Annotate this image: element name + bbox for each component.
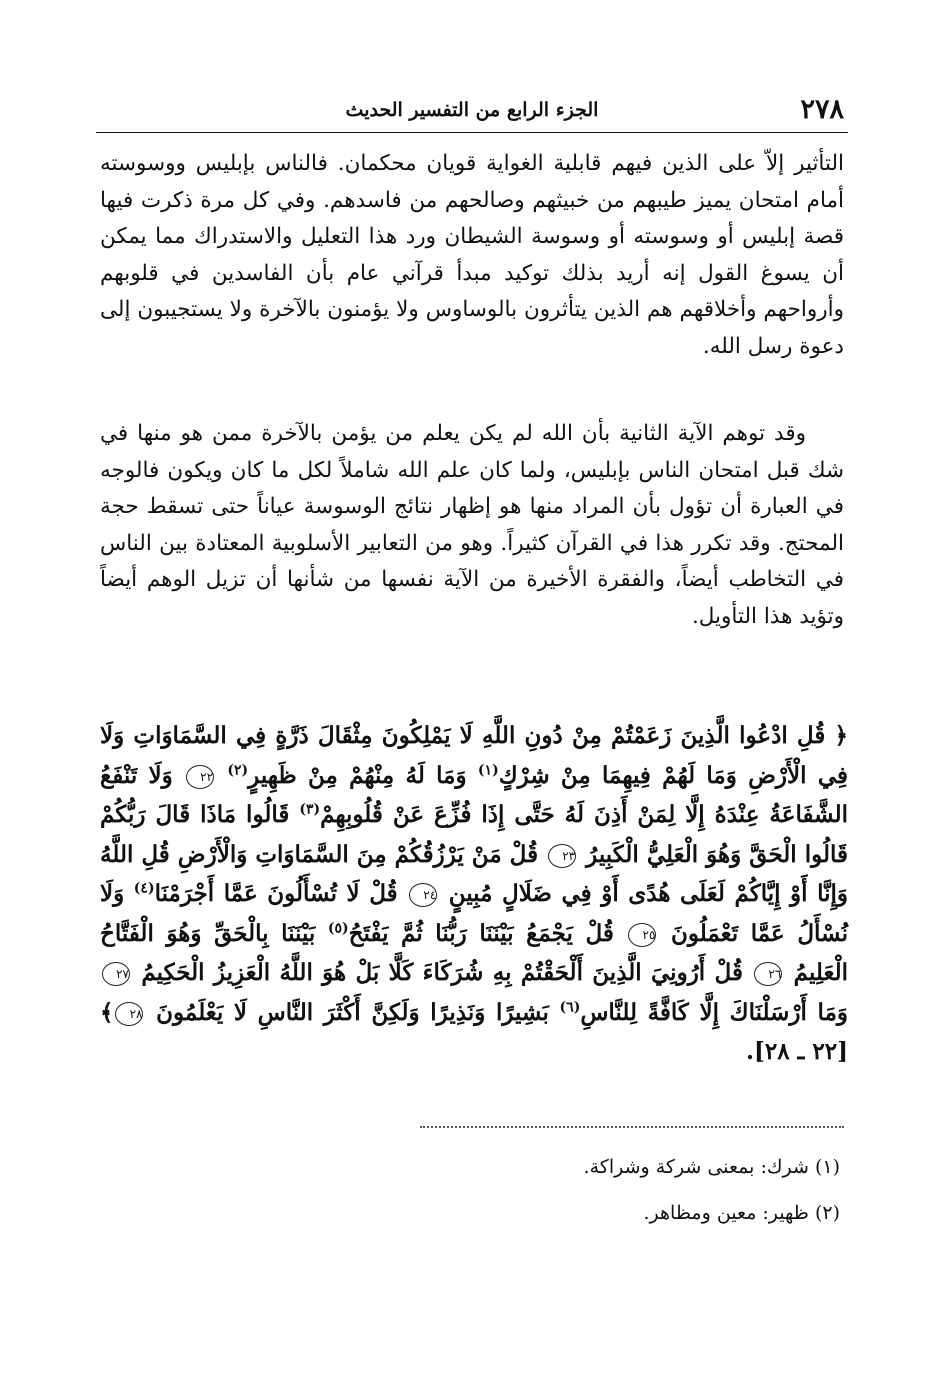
verse-segment: بَشِيرًا وَنَذِيرًا وَلَكِنَّ أَكْثَرَ النَّاسِ لَا يَعْلَمُونَ xyxy=(156,998,549,1026)
paragraph-2: وقد توهم الآية الثانية بأن الله لم يكن يعلم من يؤمن بالآخرة ممن هو منها في شك قبل امتحان الناس بإبليس، ولما كان علم الله شاملاً لكل ما كان ويكون فالوجه في العبارة أن تؤول بأن المراد منها هو إظهار نتائج الوسوسة عياناً حتى تسقط حجة المحتج. وقد تكرر هذا في القرآن كثيراً. وهو من التعابير الأسلوبية المعتادة بين الناس في التخاطب أيضاً، والفقرة الأخيرة من الآية نفسها من شأنها أن تزيل الوهم أيضاً وتؤيد هذا التأويل. xyxy=(100,421,844,629)
verse-open-bracket: ﴿ xyxy=(834,722,848,749)
header-divider xyxy=(96,132,848,133)
ayah-number-marker: ٢٣ xyxy=(548,844,576,868)
verse-segment: بَيْنَنَا بِالْحَقِّ وَهُوَ الْفَتَّاحُ الْعَلِيمُ xyxy=(100,919,848,986)
footnote-ref: (٢) xyxy=(227,761,249,778)
verse-segment: قُلِ ادْعُوا الَّذِينَ زَعَمْتُمْ مِنْ دُونِ اللَّهِ لَا يَمْلِكُونَ مِثْقَالَ ذَرَّةٍ فِي السَّمَاوَاتِ وَلَا فِي الْأَرْضِ وَمَا لَهُمْ فِيهِمَا مِنْ شِرْكٍ xyxy=(100,722,848,789)
quran-verse-block xyxy=(100,716,848,1072)
verse-segment: وَمَا لَهُ مِنْهُمْ مِنْ ظَهِيرٍ xyxy=(248,761,467,789)
verse-close-bracket: ﴾ xyxy=(100,998,114,1026)
verse-segment: قُلْ أَرُونِيَ الَّذِينَ أَلْحَقْتُمْ بِهِ شُرَكَاءَ كَلَّا بَلْ هُوَ اللَّهُ الْعَزِيزُ الْحَكِيمُ xyxy=(141,959,743,986)
footnote-ref: (٤) xyxy=(133,880,155,897)
ayah-number-marker: ٢٨ xyxy=(115,1002,143,1026)
ayah-number-marker: ٢٦ xyxy=(754,962,782,986)
footnote-ref: (١) xyxy=(477,761,499,778)
running-title: الجزء الرابع من التفسير الحديث xyxy=(345,99,599,121)
ayah-number-marker: ٢٧ xyxy=(102,962,130,986)
verse-segment: قُلْ يَجْمَعُ بَيْنَنَا رَبُّنَا ثُمَّ يَفْتَحُ xyxy=(348,919,614,947)
page-number: ٢٧٨ xyxy=(800,94,844,125)
verse-segment: وَلَا تَنْفَعُ الشَّفَاعَةُ عِنْدَهُ إِلَّا لِمَنْ أَذِنَ لَهُ حَتَّى إِذَا فُزِّعَ عَنْ قُلُوبِهِمْ xyxy=(100,761,849,828)
ayah-number-marker: ٢٢ xyxy=(186,765,214,789)
paragraph-1: التأثير إلاّ على الذين فيهم قابلية الغواية قويان محكمان. فالناس بإبليس ووسوسته أمام امتحان يميز طيبهم من خبيثهم وصالحهم من فاسدهم. وفي كل مرة ذكرت فيها قصة إبليس أو وسوسته أو وسوسة الشيطان ورد هذا التعليل والاستدراك مما يمكن أن يسوغ القول إنه أريد بذلك توكيد مبدأ قرآني عام بأن الفاسدين في قلوبهم وأرواحهم وأخلاقهم هم الذين يتأثرون بالوساوس ولا يؤمنون بالآخرة ولا يستجيبون إلى دعوة رسل الله. xyxy=(100,151,844,359)
footnote-ref: (٥) xyxy=(327,919,349,936)
verse-citation: [٢٢ ـ ٢٨]. xyxy=(746,1038,848,1065)
verse-segment: قَالُوا مَاذَا قَالَ رَبُّكُمْ قَالُوا الْحَقَّ وَهُوَ الْعَلِيُّ الْكَبِيرُ xyxy=(100,801,848,868)
ayah-number-marker: ٢٥ xyxy=(628,923,656,947)
verse-segment: وَمَا أَرْسَلْنَاكَ إِلَّا كَافَّةً لِلنَّاسِ xyxy=(580,998,848,1026)
footnote-2: (٢) ظهير: معين ومظاهر. xyxy=(643,1202,840,1224)
footnote-divider xyxy=(420,1126,844,1128)
verse-segment: وَلَا نُسْأَلُ عَمَّا تَعْمَلُونَ xyxy=(100,880,848,947)
footnote-ref: (٣) xyxy=(299,801,321,818)
footnote-ref: (٦) xyxy=(559,998,581,1015)
verse-segment: قُلْ لَا تُسْأَلُونَ عَمَّا أَجْرَمْنَا xyxy=(154,880,398,907)
page-header xyxy=(96,92,848,128)
footnote-1: (١) شرك: بمعنى شركة وشراكة. xyxy=(583,1156,840,1178)
verse-segment: قُلْ مَنْ يَرْزُقُكُمْ مِنَ السَّمَاوَاتِ وَالْأَرْضِ قُلِ اللَّهُ وَإِنَّا أَوْ إِيَّاكُمْ لَعَلَى هُدًى أَوْ فِي ضَلَالٍ مُبِينٍ xyxy=(100,840,849,907)
ayah-number-marker: ٢٤ xyxy=(409,883,437,907)
